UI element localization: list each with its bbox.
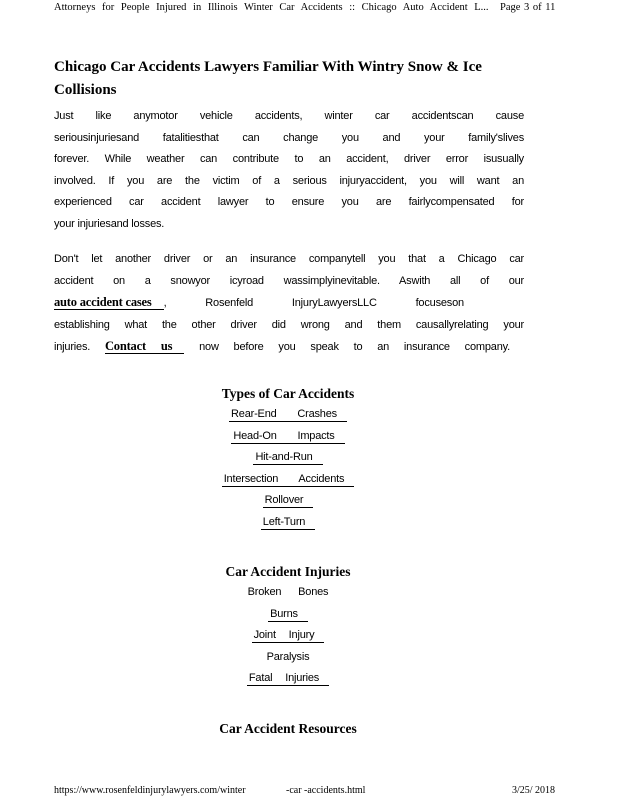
link-text[interactable]: Hit-and-Run bbox=[253, 450, 322, 465]
paragraph-1-line: seriousinjuriesand fatalitiesthat can change you and your family'slives bbox=[54, 131, 524, 144]
link-text[interactable]: Fatal Injuries bbox=[247, 671, 329, 686]
paragraph-2 bbox=[54, 249, 524, 359]
list-item[interactable] bbox=[0, 668, 576, 690]
item-text: Paralysis bbox=[266, 650, 310, 663]
list-item[interactable] bbox=[0, 447, 576, 469]
injuries-section bbox=[0, 562, 576, 690]
resources-heading: Car Accident Resources bbox=[219, 721, 357, 736]
link-text[interactable]: Intersection Accidents bbox=[222, 472, 355, 487]
list-item[interactable] bbox=[0, 469, 576, 491]
link-text[interactable]: Rollover bbox=[263, 493, 314, 508]
paragraph-2-line: accident on a snowyor icyroad wassimplyinevitable. Aswith all of our bbox=[54, 274, 524, 287]
link-text[interactable]: Rear-End Crashes bbox=[229, 407, 347, 422]
link-text[interactable]: Joint Injury bbox=[252, 628, 325, 643]
contact-us-link[interactable]: Contact us bbox=[105, 339, 184, 354]
link-text[interactable]: Head-On Impacts bbox=[231, 429, 344, 444]
types-section bbox=[0, 384, 576, 533]
paragraph-2-line: establishing what the other driver did wrong and them causallyrelating your bbox=[54, 318, 524, 331]
header-page-number: Page 3 of 11 bbox=[500, 2, 556, 13]
link-text[interactable]: Left-Turn bbox=[261, 515, 315, 530]
paragraph-2-line bbox=[54, 336, 524, 359]
header-title: Attorneys for People Injured in Illinois Winter Car Accidents :: Chicago Auto Accident L... bbox=[54, 2, 489, 13]
types-heading: Types of Car Accidents bbox=[221, 386, 355, 401]
types-list bbox=[0, 404, 576, 533]
paragraph-1-line: involved. If you are the victim of a serious injuryaccident, you will want an bbox=[54, 174, 524, 187]
paragraph-2-line bbox=[54, 292, 524, 315]
paragraph-2-text: , Rosenfeld InjuryLawyersLLC focuseson bbox=[163, 297, 464, 309]
injuries-list bbox=[0, 582, 576, 690]
paragraph-2-text: injuries. bbox=[54, 341, 91, 353]
print-header bbox=[54, 1, 574, 15]
paragraph-2-line: Don't let another driver or an insurance companytell you that a Chicago car bbox=[54, 253, 524, 265]
footer-url: https://www.rosenfeldinjurylawyers.com/winter bbox=[54, 785, 246, 796]
paragraph-1-line: experienced car accident lawyer to ensure you are fairlycompensated for bbox=[54, 196, 524, 208]
list-item[interactable] bbox=[0, 625, 576, 647]
resources-section bbox=[0, 719, 576, 739]
list-item[interactable] bbox=[0, 604, 576, 626]
list-item[interactable] bbox=[0, 426, 576, 448]
footer-date: 3/25/ 2018 bbox=[512, 785, 556, 796]
list-item bbox=[0, 647, 576, 669]
list-item[interactable] bbox=[0, 490, 576, 512]
auto-accident-cases-link[interactable]: auto accident cases bbox=[54, 295, 164, 310]
list-item[interactable] bbox=[0, 404, 576, 426]
item-text: Broken Bones bbox=[247, 586, 329, 598]
list-item[interactable] bbox=[0, 512, 576, 534]
paragraph-1-line: forever. While weather can contribute to an accident, driver error isusually bbox=[54, 153, 524, 165]
paragraph-2-text: now before you speak to an insurance company. bbox=[199, 341, 510, 353]
article-heading: Chicago Car Accidents Lawyers Familiar With Wintry Snow & Ice Collisions bbox=[54, 59, 482, 98]
paragraph-1 bbox=[54, 106, 524, 235]
paragraph-1-line: your injuriesand losses. bbox=[54, 217, 165, 230]
list-item bbox=[0, 582, 576, 604]
paragraph-1-line: Just like anymotor vehicle accidents, winter car accidentscan cause bbox=[54, 110, 524, 122]
injuries-heading: Car Accident Injuries bbox=[225, 564, 351, 579]
footer-url-continued: -car -accidents.html bbox=[286, 785, 366, 796]
link-text[interactable]: Burns bbox=[268, 607, 308, 622]
